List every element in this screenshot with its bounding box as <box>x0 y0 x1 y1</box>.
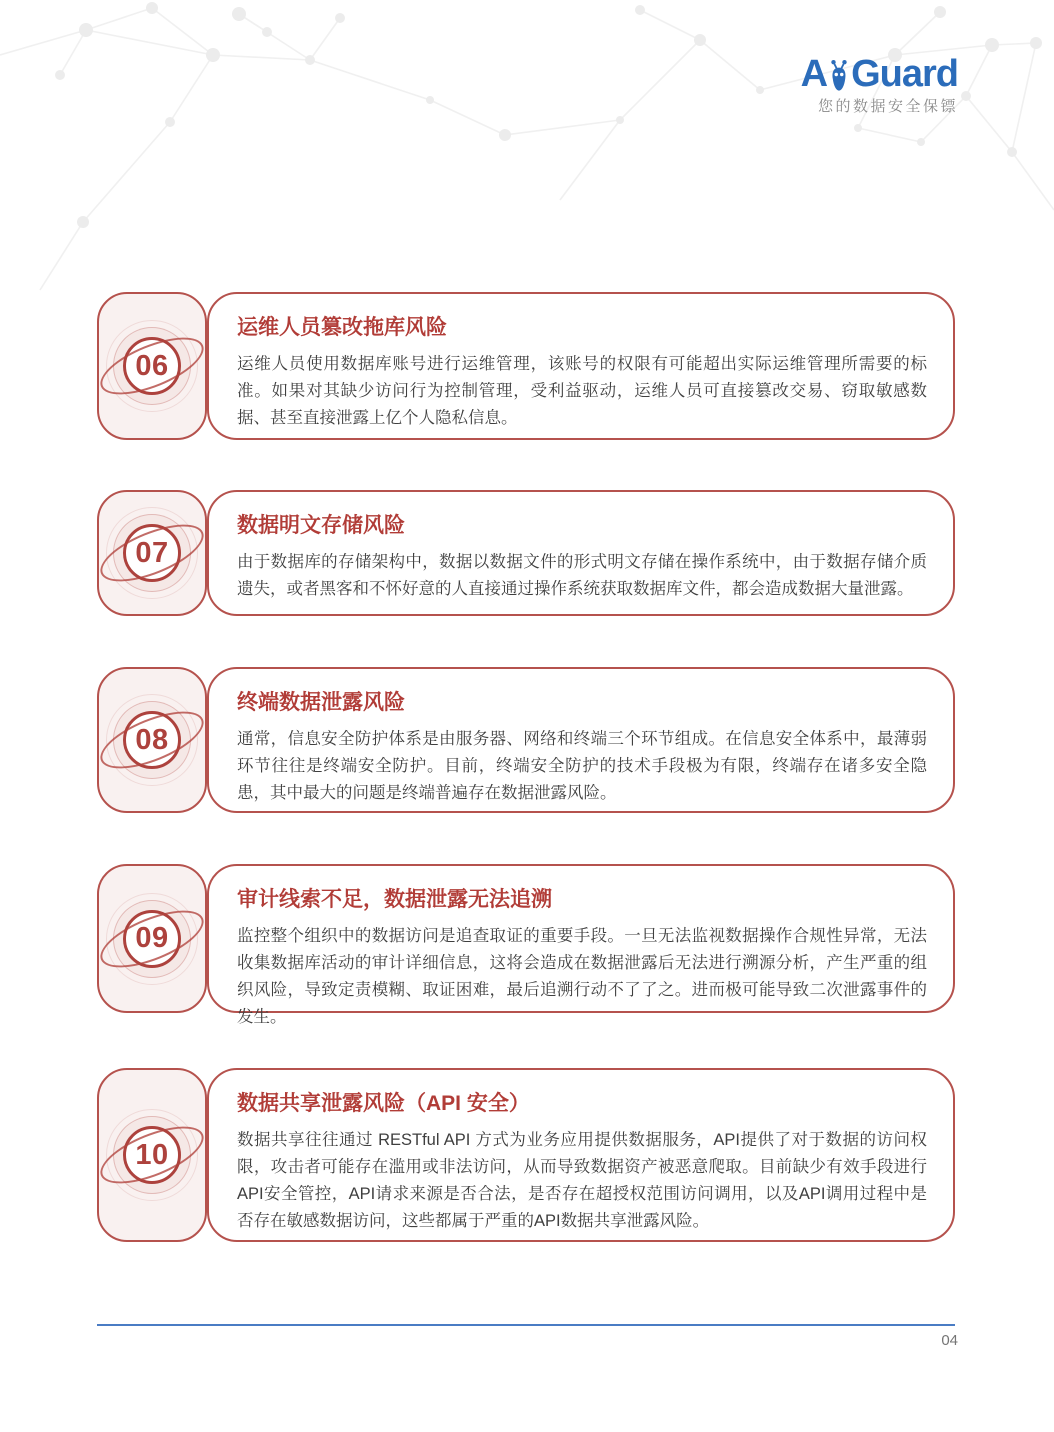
number-badge <box>97 292 207 440</box>
card-title: 审计线索不足，数据泄露无法追溯 <box>237 888 552 911</box>
footer-divider <box>97 1324 955 1326</box>
page-number: 04 <box>941 1332 958 1349</box>
badge-number: 07 <box>135 536 169 569</box>
badge-number: 08 <box>135 723 169 756</box>
number-badge <box>97 1068 207 1242</box>
risk-card-10 <box>97 1068 955 1242</box>
logo-text-prefix: A <box>800 53 828 95</box>
card-content <box>207 667 955 813</box>
logo-text-suffix: Guard <box>851 53 958 95</box>
badge-number: 10 <box>135 1138 169 1171</box>
card-body: 运维人员使用数据库账号进行运维管理，该账号的权限有可能超出实际运维管理所需要的标准。如果对其缺少访问行为控制管理，受利益驱动，运维人员可直接篡改交易、窃取敏感数据、甚至直接泄露上亿个人隐私信息。 <box>237 355 927 427</box>
card-title: 运维人员篡改拖库风险 <box>237 316 447 339</box>
card-title: 数据共享泄露风险（API 安全） <box>237 1092 530 1115</box>
card-content <box>207 1068 955 1242</box>
brand-logo <box>801 54 958 116</box>
card-title: 终端数据泄露风险 <box>237 691 405 714</box>
card-content <box>207 864 955 1026</box>
risk-card-08 <box>97 667 955 813</box>
risk-card-07 <box>97 490 955 616</box>
risk-card-06 <box>97 292 955 440</box>
number-badge <box>97 667 207 813</box>
card-content <box>207 490 955 616</box>
logo-row <box>801 54 958 94</box>
card-body: 由于数据库的存储架构中，数据以数据文件的形式明文存储在操作系统中，由于数据存储介质遗失，或者黑客和不怀好意的人直接通过操作系统获取数据库文件，都会造成数据大量泄露。 <box>237 553 927 598</box>
badge-number: 06 <box>135 349 169 382</box>
number-badge <box>97 864 207 1013</box>
badge-number: 09 <box>135 922 169 954</box>
card-body: 数据共享往往通过 RESTful API 方式为业务应用提供数据服务，API提供了对于数据的访问权限，攻击者可能存在滥用或非法访问，从而导致数据资产被恶意爬取。目前缺少有效手段进行API安全管控，API请求来源是否合法，是否存在超授权范围访问调用，以及API调用过程中是否存在敏感数据访问，这些都属于严重的API数据共享泄露风险。 <box>237 1131 927 1230</box>
number-badge <box>97 490 207 616</box>
network-decoration <box>0 0 1054 300</box>
brand-tagline: 您的数据安全保镖 <box>817 98 958 115</box>
card-content <box>207 292 955 440</box>
robot-icon <box>828 56 850 94</box>
card-body: 监控整个组织中的数据访问是追查取证的重要手段。一旦无法监视数据操作合规性异常，无法收集数据库活动的审计详细信息，这将会造成在数据泄露后无法进行溯源分析，产生严重的组织风险，导致定责模糊、取证困难，最后追溯行动不了了之。进而极可能导致二次泄露事件的发生。 <box>237 927 927 1026</box>
card-title: 数据明文存储风险 <box>237 514 405 537</box>
card-body: 通常，信息安全防护体系是由服务器、网络和终端三个环节组成。在信息安全体系中，最薄弱环节往往是终端安全防护。目前，终端安全防护的技术手段极为有限，终端存在诸多安全隐患，其中最大的问题是终端普遍存在数据泄露风险。 <box>237 730 927 802</box>
risk-card-09 <box>97 864 955 1026</box>
